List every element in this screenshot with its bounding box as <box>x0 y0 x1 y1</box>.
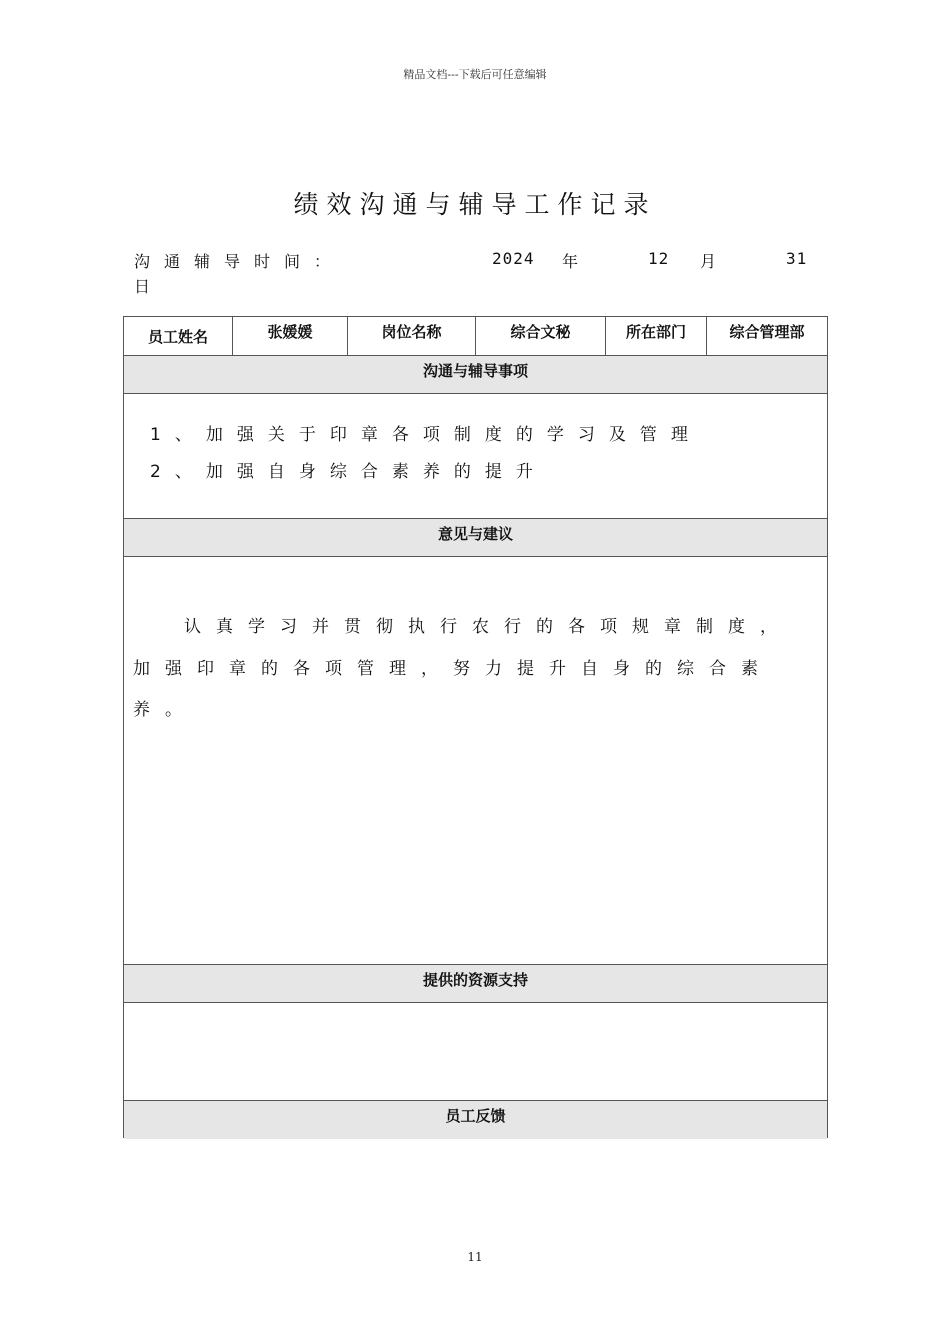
matters-title: 沟通与辅导事项 <box>422 362 528 380</box>
year-unit: 年 <box>562 252 579 271</box>
matters-item: 2、加强自身综合素养的提升 <box>150 462 547 482</box>
opinion-title: 意见与建议 <box>437 525 513 543</box>
employee-name-label-cell <box>124 317 233 355</box>
page-number: 11 <box>467 1250 483 1264</box>
department-value: 综合管理部 <box>729 323 805 341</box>
month-unit: 月 <box>700 252 717 271</box>
position-value: 综合文秘 <box>510 323 571 341</box>
communication-time-line <box>134 249 814 271</box>
employee-name-label: 员工姓名 <box>147 328 208 346</box>
day-value: 31 <box>786 249 808 268</box>
resources-section-header <box>124 965 827 1003</box>
document-title: 绩效沟通与辅导工作记录 <box>293 190 657 219</box>
department-cell <box>707 317 827 355</box>
time-label: 沟通辅导时间： <box>134 252 345 271</box>
resources-content <box>124 1003 827 1101</box>
feedback-section-header <box>124 1101 827 1139</box>
employee-info-row <box>124 317 827 356</box>
employee-name-cell <box>233 317 348 355</box>
opinion-section-header <box>124 519 827 557</box>
opinion-text: 认真学习并贯彻执行农行的各项规章制度，加强印章的各项管理，努力提升自身的综合素养。 <box>133 617 792 720</box>
position-label-cell <box>348 317 476 355</box>
header-note: 精品文档---下载后可任意编辑 <box>403 68 547 81</box>
position-label: 岗位名称 <box>381 323 442 341</box>
department-label-cell <box>606 317 707 355</box>
matters-content <box>124 394 827 519</box>
department-label: 所在部门 <box>625 323 686 341</box>
month-value: 12 <box>648 249 670 268</box>
resources-title: 提供的资源支持 <box>422 971 528 989</box>
matters-item: 1、加强关于印章各项制度的学习及管理 <box>150 425 702 445</box>
position-cell <box>476 317 606 355</box>
employee-name-value: 张媛媛 <box>267 323 313 341</box>
opinion-content <box>124 557 827 965</box>
matters-section-header <box>124 356 827 394</box>
year-value: 2024 <box>492 249 535 268</box>
feedback-title: 员工反馈 <box>445 1107 506 1125</box>
day-unit: 日 <box>134 277 151 296</box>
record-form <box>123 316 828 1138</box>
